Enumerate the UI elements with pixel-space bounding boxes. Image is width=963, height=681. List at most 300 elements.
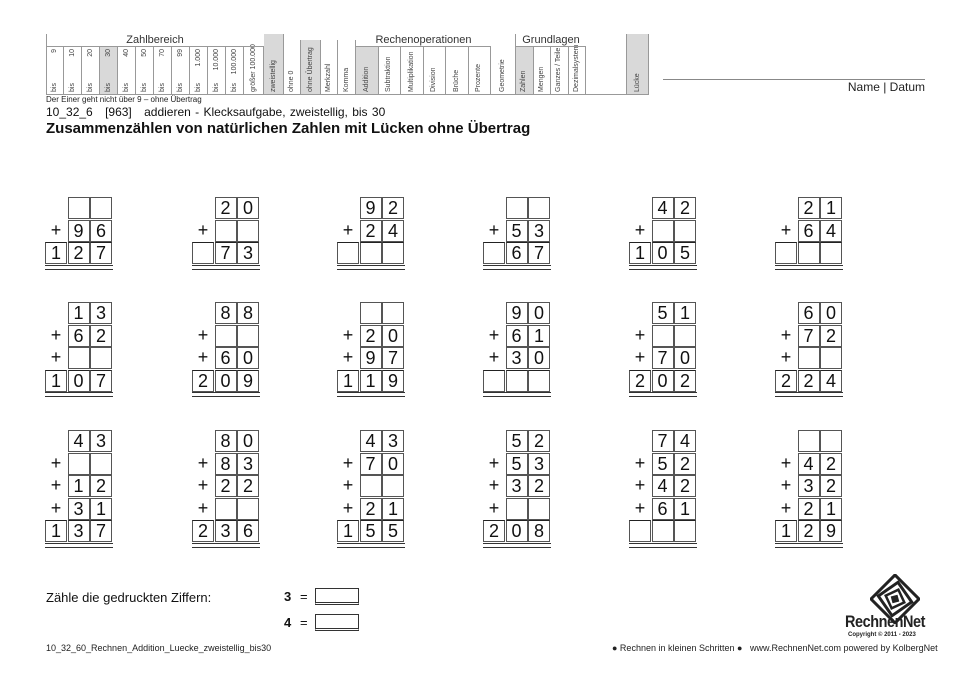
blank-digit-cell[interactable] <box>506 498 528 520</box>
digit-cell: 1 <box>674 302 696 324</box>
result-cell: 0 <box>215 370 237 392</box>
result-double-underline <box>775 265 843 270</box>
result-cell: 7 <box>90 370 112 392</box>
result-cell: 3 <box>68 520 90 542</box>
result-cell: 8 <box>528 520 550 542</box>
digit-cell: 1 <box>528 325 550 347</box>
digit-cell: 3 <box>798 475 820 497</box>
range-value: 50 <box>140 49 148 57</box>
range-value: 9 <box>50 49 58 53</box>
result-cell: 1 <box>45 370 67 392</box>
blank-digit-cell[interactable] <box>528 498 550 520</box>
result-cell: 0 <box>506 520 528 542</box>
blank-digit-cell[interactable] <box>237 325 259 347</box>
digit-cell: 5 <box>652 302 674 324</box>
blank-digit-cell[interactable] <box>237 498 259 520</box>
digit-cell: 1 <box>68 302 90 324</box>
result-cell: 2 <box>192 370 214 392</box>
blank-result-cell[interactable] <box>506 370 528 392</box>
equals-sign: = <box>300 589 308 604</box>
digit-cell: 8 <box>215 302 237 324</box>
digit-cell: 3 <box>528 453 550 475</box>
range-value: 70 <box>158 49 166 57</box>
digit-cell: 2 <box>820 453 842 475</box>
blank-result-cell[interactable] <box>798 242 820 264</box>
digit-cell: 8 <box>215 430 237 452</box>
blank-digit-cell[interactable] <box>506 197 528 219</box>
result-cell: 1 <box>337 520 359 542</box>
group-rechenoperationen: Rechenoperationen <box>356 34 491 47</box>
digit-cell: 9 <box>68 220 90 242</box>
digit-cell: 5 <box>506 453 528 475</box>
range-value: 1.000 <box>194 49 202 67</box>
digit-cell: 3 <box>68 498 90 520</box>
extra-label: zweistellig <box>269 60 277 92</box>
blank-digit-cell[interactable] <box>90 347 112 369</box>
operation-label: Prozente <box>475 63 483 92</box>
digit-cell: 8 <box>237 302 259 324</box>
table-bottom-border <box>46 94 649 95</box>
blank-digit-cell[interactable] <box>382 302 404 324</box>
blank-result-cell[interactable] <box>629 520 651 542</box>
digit-cell: 2 <box>215 475 237 497</box>
digit-cell: 5 <box>506 220 528 242</box>
blank-result-cell[interactable] <box>528 370 550 392</box>
result-double-underline <box>192 392 260 397</box>
digit-cell: 6 <box>798 302 820 324</box>
result-cell: 5 <box>382 520 404 542</box>
range-value: 40 <box>122 49 130 57</box>
plus-sign: + <box>488 219 500 240</box>
digit-cell: 0 <box>382 453 404 475</box>
digit-cell: 4 <box>674 430 696 452</box>
range-col-11 <box>244 46 264 94</box>
digit-cell: 4 <box>360 430 382 452</box>
plus-sign: + <box>197 347 209 367</box>
plus-sign: + <box>50 475 62 495</box>
digit-cell: 2 <box>674 453 696 475</box>
result-double-underline <box>337 543 405 548</box>
blank-digit-cell[interactable] <box>652 325 674 347</box>
result-cell: 1 <box>45 520 67 542</box>
result-cell: 2 <box>629 370 651 392</box>
plus-sign: + <box>342 219 354 240</box>
plus-sign: + <box>780 324 792 345</box>
plus-sign: + <box>634 219 646 240</box>
digit-cell: 9 <box>506 302 528 324</box>
digit-cell: 1 <box>820 197 842 219</box>
range-bis: bis <box>104 83 112 92</box>
range-col-0 <box>46 46 64 94</box>
plus-sign: + <box>634 497 646 518</box>
blank-result-cell[interactable] <box>192 242 214 264</box>
extra-col-4 <box>338 40 356 94</box>
blank-digit-cell[interactable] <box>674 325 696 347</box>
blank-digit-cell[interactable] <box>215 220 237 242</box>
blank-result-cell[interactable] <box>820 242 842 264</box>
name-datum-label: Name | Datum <box>847 80 925 94</box>
digit-cell: 4 <box>798 453 820 475</box>
grundlagen-label: Dezimalsystem <box>572 44 580 92</box>
plus-sign: + <box>342 324 354 345</box>
result-double-underline <box>45 392 113 397</box>
count-answer-box[interactable] <box>315 588 359 605</box>
plus-sign: + <box>488 324 500 345</box>
spacer-col <box>586 34 627 94</box>
blank-digit-cell[interactable] <box>215 325 237 347</box>
footer-slogan: ● Rechnen in kleinen Schritten ● <box>612 643 743 653</box>
digit-cell: 3 <box>506 475 528 497</box>
result-cell: 7 <box>528 242 550 264</box>
operation-label: Division <box>430 67 438 92</box>
plus-sign: + <box>488 452 500 473</box>
result-cell: 2 <box>483 520 505 542</box>
grundlagen-label: Ganzes / Teile <box>555 47 563 92</box>
result-cell: 6 <box>506 242 528 264</box>
blank-digit-cell[interactable] <box>382 475 404 497</box>
grundlagen-col-0 <box>516 46 534 94</box>
footer-filename: 10_32_60_Rechnen_Addition_Luecke_zweistellig_bis30 <box>46 643 272 653</box>
range-bis: bis <box>158 83 166 92</box>
digit-cell: 3 <box>90 430 112 452</box>
blank-digit-cell[interactable] <box>820 430 842 452</box>
worksheet-code: 10_32_6 <box>46 105 93 119</box>
digit-cell: 2 <box>360 220 382 242</box>
blank-digit-cell[interactable] <box>528 197 550 219</box>
range-bis: bis <box>50 83 58 92</box>
result-cell: 9 <box>382 370 404 392</box>
count-digit: 3 <box>284 589 292 604</box>
worksheet-code-line <box>46 105 393 119</box>
result-cell: 2 <box>674 370 696 392</box>
digit-cell: 8 <box>215 453 237 475</box>
range-value: 100.000 <box>230 49 238 75</box>
result-double-underline <box>192 265 260 270</box>
digit-cell: 2 <box>528 475 550 497</box>
digit-cell: 4 <box>820 220 842 242</box>
result-double-underline <box>629 543 697 548</box>
plus-sign: + <box>342 497 354 518</box>
plus-sign: + <box>50 347 62 367</box>
result-double-underline <box>337 265 405 270</box>
digit-cell: 2 <box>215 197 237 219</box>
blank-digit-cell[interactable] <box>360 475 382 497</box>
plus-sign: + <box>342 475 354 495</box>
range-col-10 <box>226 46 244 94</box>
result-cell: 2 <box>68 242 90 264</box>
digit-cell: 2 <box>674 197 696 219</box>
digit-cell: 7 <box>360 453 382 475</box>
count-label: Zähle die gedruckten Ziffern: <box>46 590 212 605</box>
result-double-underline <box>775 543 843 548</box>
blank-result-cell[interactable] <box>483 370 505 392</box>
plus-sign: + <box>197 475 209 495</box>
digit-cell: 3 <box>506 347 528 369</box>
digit-cell: 6 <box>215 347 237 369</box>
digit-cell: 2 <box>798 498 820 520</box>
blank-digit-cell[interactable] <box>68 347 90 369</box>
result-cell: 7 <box>215 242 237 264</box>
result-cell: 4 <box>820 370 842 392</box>
digit-cell: 6 <box>652 498 674 520</box>
range-value: 10 <box>68 49 76 57</box>
extra-col-2 <box>301 40 321 94</box>
digit-cell: 4 <box>68 430 90 452</box>
geometry-col <box>491 34 516 94</box>
plus-sign: + <box>488 347 500 367</box>
blank-result-cell[interactable] <box>360 242 382 264</box>
digit-cell: 7 <box>382 347 404 369</box>
range-col-5 <box>136 46 154 94</box>
plus-sign: + <box>197 219 209 240</box>
plus-sign: + <box>780 452 792 473</box>
digit-cell: 1 <box>820 498 842 520</box>
result-cell: 3 <box>237 242 259 264</box>
range-bis: bis <box>194 83 202 92</box>
equals-sign: = <box>300 615 308 630</box>
result-double-underline <box>483 265 551 270</box>
digit-cell: 6 <box>798 220 820 242</box>
blank-result-cell[interactable] <box>652 520 674 542</box>
extra-col-3 <box>321 40 338 94</box>
result-cell: 7 <box>90 242 112 264</box>
digit-cell: 2 <box>382 197 404 219</box>
result-cell: 9 <box>820 520 842 542</box>
result-cell: 7 <box>90 520 112 542</box>
blank-digit-cell[interactable] <box>215 498 237 520</box>
digit-cell: 4 <box>652 197 674 219</box>
plus-sign: + <box>634 475 646 495</box>
digit-cell: 5 <box>652 453 674 475</box>
plus-sign: + <box>780 497 792 518</box>
digit-cell: 3 <box>382 430 404 452</box>
extra-label: ohne Übertrag <box>306 47 314 92</box>
digit-cell: 0 <box>382 325 404 347</box>
blank-digit-cell[interactable] <box>90 197 112 219</box>
blank-digit-cell[interactable] <box>237 220 259 242</box>
result-double-underline <box>45 543 113 548</box>
subnote: Der Einer geht nicht über 9 – ohne Übertrag <box>46 95 202 104</box>
operation-col-0 <box>356 46 379 94</box>
digit-cell: 1 <box>90 498 112 520</box>
digit-cell: 0 <box>237 430 259 452</box>
group-zahlbereich: Zahlbereich <box>46 34 264 47</box>
blank-digit-cell[interactable] <box>360 302 382 324</box>
result-cell: 9 <box>237 370 259 392</box>
blank-digit-cell[interactable] <box>820 347 842 369</box>
digit-cell: 9 <box>360 197 382 219</box>
plus-sign: + <box>780 475 792 495</box>
group-grundlagen: Grundlagen <box>516 34 586 47</box>
result-cell: 2 <box>798 370 820 392</box>
operation-col-3 <box>424 46 447 94</box>
grundlagen-col-1 <box>534 46 552 94</box>
digit-cell: 0 <box>674 347 696 369</box>
result-double-underline <box>483 543 551 548</box>
digit-cell: 0 <box>528 302 550 324</box>
range-col-6 <box>154 46 172 94</box>
grundlagen-label: Mengen <box>537 66 545 92</box>
count-digit: 4 <box>284 615 292 630</box>
operation-col-5 <box>469 46 492 94</box>
operation-label: Multiplikation <box>407 51 415 92</box>
digit-cell: 7 <box>798 325 820 347</box>
result-cell: 1 <box>629 242 651 264</box>
result-cell: 1 <box>360 370 382 392</box>
blank-digit-cell[interactable] <box>798 430 820 452</box>
range-col-9 <box>208 46 226 94</box>
range-col-3 <box>100 46 118 94</box>
range-col-7 <box>172 46 190 94</box>
plus-sign: + <box>780 347 792 367</box>
result-cell: 1 <box>775 520 797 542</box>
operation-label: Brüche <box>452 69 460 92</box>
result-double-underline <box>483 392 551 397</box>
digit-cell: 6 <box>68 325 90 347</box>
digit-cell: 1 <box>382 498 404 520</box>
digit-cell: 7 <box>652 347 674 369</box>
digit-cell: 0 <box>820 302 842 324</box>
digit-cell: 2 <box>798 197 820 219</box>
operation-label: Addition <box>362 66 370 92</box>
blank-digit-cell[interactable] <box>90 453 112 475</box>
range-bis: bis <box>176 83 184 92</box>
range-bis: bis <box>122 83 130 92</box>
digit-cell: 7 <box>652 430 674 452</box>
blank-result-cell[interactable] <box>674 520 696 542</box>
digit-cell: 2 <box>90 475 112 497</box>
logo-copyright: Copyright © 2011 - 2023 <box>848 632 916 638</box>
luecke-col <box>627 34 649 94</box>
result-cell: 0 <box>652 370 674 392</box>
range-bis: bis <box>230 83 238 92</box>
result-double-underline <box>45 265 113 270</box>
plus-sign: + <box>197 452 209 473</box>
plus-sign: + <box>50 219 62 240</box>
operation-col-1 <box>379 46 402 94</box>
plus-sign: + <box>634 324 646 345</box>
digit-cell: 1 <box>68 475 90 497</box>
range-value: 99 <box>176 49 184 57</box>
result-cell: 1 <box>337 370 359 392</box>
digit-cell: 3 <box>528 220 550 242</box>
range-value: 20 <box>86 49 94 57</box>
blank-result-cell[interactable] <box>382 242 404 264</box>
blank-result-cell[interactable] <box>337 242 359 264</box>
extra-col-1 <box>284 40 301 94</box>
plus-sign: + <box>50 452 62 473</box>
plus-sign: + <box>342 452 354 473</box>
luecke-label: Lücke <box>633 73 641 92</box>
digit-cell: 2 <box>237 475 259 497</box>
range-col-8 <box>190 46 208 94</box>
digit-cell: 2 <box>90 325 112 347</box>
blank-digit-cell[interactable] <box>798 347 820 369</box>
result-cell: 3 <box>215 520 237 542</box>
result-cell: 5 <box>674 242 696 264</box>
operation-col-2 <box>401 46 424 94</box>
digit-cell: 2 <box>820 475 842 497</box>
plus-sign: + <box>50 324 62 345</box>
blank-digit-cell[interactable] <box>68 453 90 475</box>
page-title: Zusammenzählen von natürlichen Zahlen mit Lücken ohne Übertrag <box>46 120 531 137</box>
extra-label: Komma <box>342 67 350 92</box>
result-cell: 5 <box>360 520 382 542</box>
grundlagen-col-3 <box>569 46 587 94</box>
blank-digit-cell[interactable] <box>652 220 674 242</box>
logo-text: RechnenNet <box>845 612 926 631</box>
result-cell: 0 <box>652 242 674 264</box>
extra-label: ohne 0 <box>288 70 295 92</box>
worksheet-description: addieren - Klecksaufgabe, zweistellig, bis 30 <box>144 105 386 119</box>
range-value: größer 100.000 <box>249 44 257 92</box>
digit-cell: 0 <box>237 197 259 219</box>
digit-cell: 3 <box>237 453 259 475</box>
range-col-2 <box>82 46 100 94</box>
digit-cell: 2 <box>820 325 842 347</box>
blank-result-cell[interactable] <box>483 242 505 264</box>
result-double-underline <box>337 392 405 397</box>
result-double-underline <box>192 543 260 548</box>
result-cell: 2 <box>798 520 820 542</box>
range-col-4 <box>118 46 136 94</box>
result-double-underline <box>629 265 697 270</box>
result-cell: 1 <box>45 242 67 264</box>
digit-cell: 2 <box>674 475 696 497</box>
grundlagen-col-2 <box>551 46 569 94</box>
operation-label: Subtraktion <box>385 56 393 92</box>
digit-cell: 2 <box>528 430 550 452</box>
plus-sign: + <box>197 497 209 518</box>
result-double-underline <box>775 392 843 397</box>
range-col-1 <box>64 46 82 94</box>
result-cell: 0 <box>68 370 90 392</box>
plus-sign: + <box>50 497 62 518</box>
digit-cell: 2 <box>360 498 382 520</box>
digit-cell: 9 <box>360 347 382 369</box>
range-value: 30 <box>104 49 112 57</box>
digit-cell: 6 <box>506 325 528 347</box>
result-cell: 2 <box>775 370 797 392</box>
result-cell: 2 <box>192 520 214 542</box>
operation-col-4 <box>446 46 469 94</box>
digit-cell: 0 <box>237 347 259 369</box>
plus-sign: + <box>634 452 646 473</box>
blank-result-cell[interactable] <box>775 242 797 264</box>
plus-sign: + <box>634 347 646 367</box>
grundlagen-label: Zahlen <box>520 70 528 92</box>
blank-digit-cell[interactable] <box>674 220 696 242</box>
digit-cell: 4 <box>652 475 674 497</box>
result-double-underline <box>629 392 697 397</box>
plus-sign: + <box>488 475 500 495</box>
plus-sign: + <box>780 219 792 240</box>
count-answer-box[interactable] <box>315 614 359 631</box>
digit-cell: 3 <box>90 302 112 324</box>
plus-sign: + <box>342 347 354 367</box>
extra-label: Merkzahl <box>325 63 332 92</box>
blank-digit-cell[interactable] <box>68 197 90 219</box>
geometry-label: Geometrie <box>499 59 506 92</box>
range-bis: bis <box>140 83 148 92</box>
digit-cell: 1 <box>674 498 696 520</box>
plus-sign: + <box>488 497 500 518</box>
digit-cell: 4 <box>382 220 404 242</box>
result-cell: 6 <box>237 520 259 542</box>
digit-cell: 5 <box>506 430 528 452</box>
digit-cell: 0 <box>528 347 550 369</box>
worksheet-id: [963] <box>105 105 132 119</box>
